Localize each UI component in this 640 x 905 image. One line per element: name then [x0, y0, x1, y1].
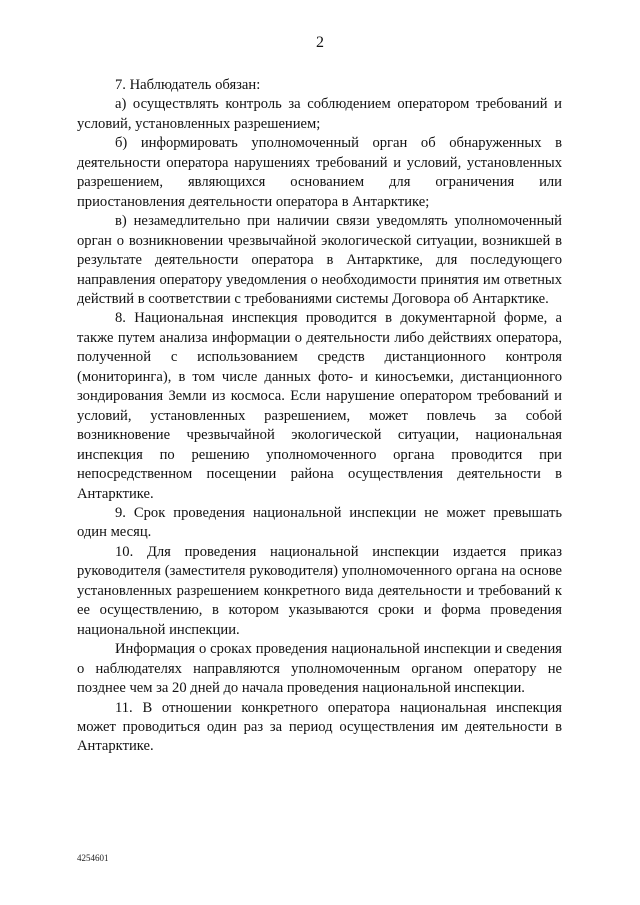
paragraph-7b: б) информировать уполномоченный орган об обнаруженных в деятельности оператора нарушениях требований и условий, установленных разрешением, являющихся основанием для ограничения или приостановления деятельности оператора в Антарктике; [77, 135, 562, 210]
paragraph-7-heading: 7. Наблюдатель обязан: [115, 77, 261, 93]
document-body [77, 76, 562, 757]
document-code: 4254601 [77, 853, 109, 863]
paragraph-7c: в) незамедлительно при наличии связи уведомлять уполномоченный орган о возникновении чрезвычайной экологической ситуации, возникшей в результате деятельности оператора в Антарктике, для последующего направления оператору уведомления о необходимости принятия им ответных действий в соответствии с требованиями системы Договора об Антарктике. [77, 213, 562, 307]
paragraph-10-info: Информация о сроках проведения национальной инспекции и сведения о наблюдателях направляются уполномоченным органом оператору не позднее чем за 20 дней до начала проведения национальной инспекции. [77, 641, 562, 697]
paragraph-8: 8. Национальная инспекция проводится в документарной форме, а также путем анализа информации о деятельности либо действиях оператора, полученной с использованием средств дистанционного контроля (мониторинга), в том числе данных фото- и киносъемки, дистанционного зондирования Земли из космоса. Если нарушение оператором требований и условий, установленных разрешением, может повлечь за собой возникновение чрезвычайной экологической ситуации, национальная инспекция по решению уполномоченного органа проводится при непосредственном посещении района осуществления деятельности в Антарктике. [77, 310, 562, 502]
paragraph-7a: а) осуществлять контроль за соблюдением оператором требований и условий, установленных разрешением; [77, 96, 562, 132]
paragraph-9: 9. Срок проведения национальной инспекции не может превышать один месяц. [77, 504, 562, 541]
page-number: 2 [316, 34, 324, 51]
paragraph-11: 11. В отношении конкретного оператора национальная инспекция может проводиться один раз за период осуществления им деятельности в Антарктике. [77, 699, 562, 755]
paragraph-10: 10. Для проведения национальной инспекции издается приказ руководителя (заместителя руководителя) уполномоченного органа на основе установленных разрешением конкретного вида деятельности и требований к ее осуществлению, в котором указываются сроки и форма проведения национальной инспекции. [77, 543, 562, 638]
